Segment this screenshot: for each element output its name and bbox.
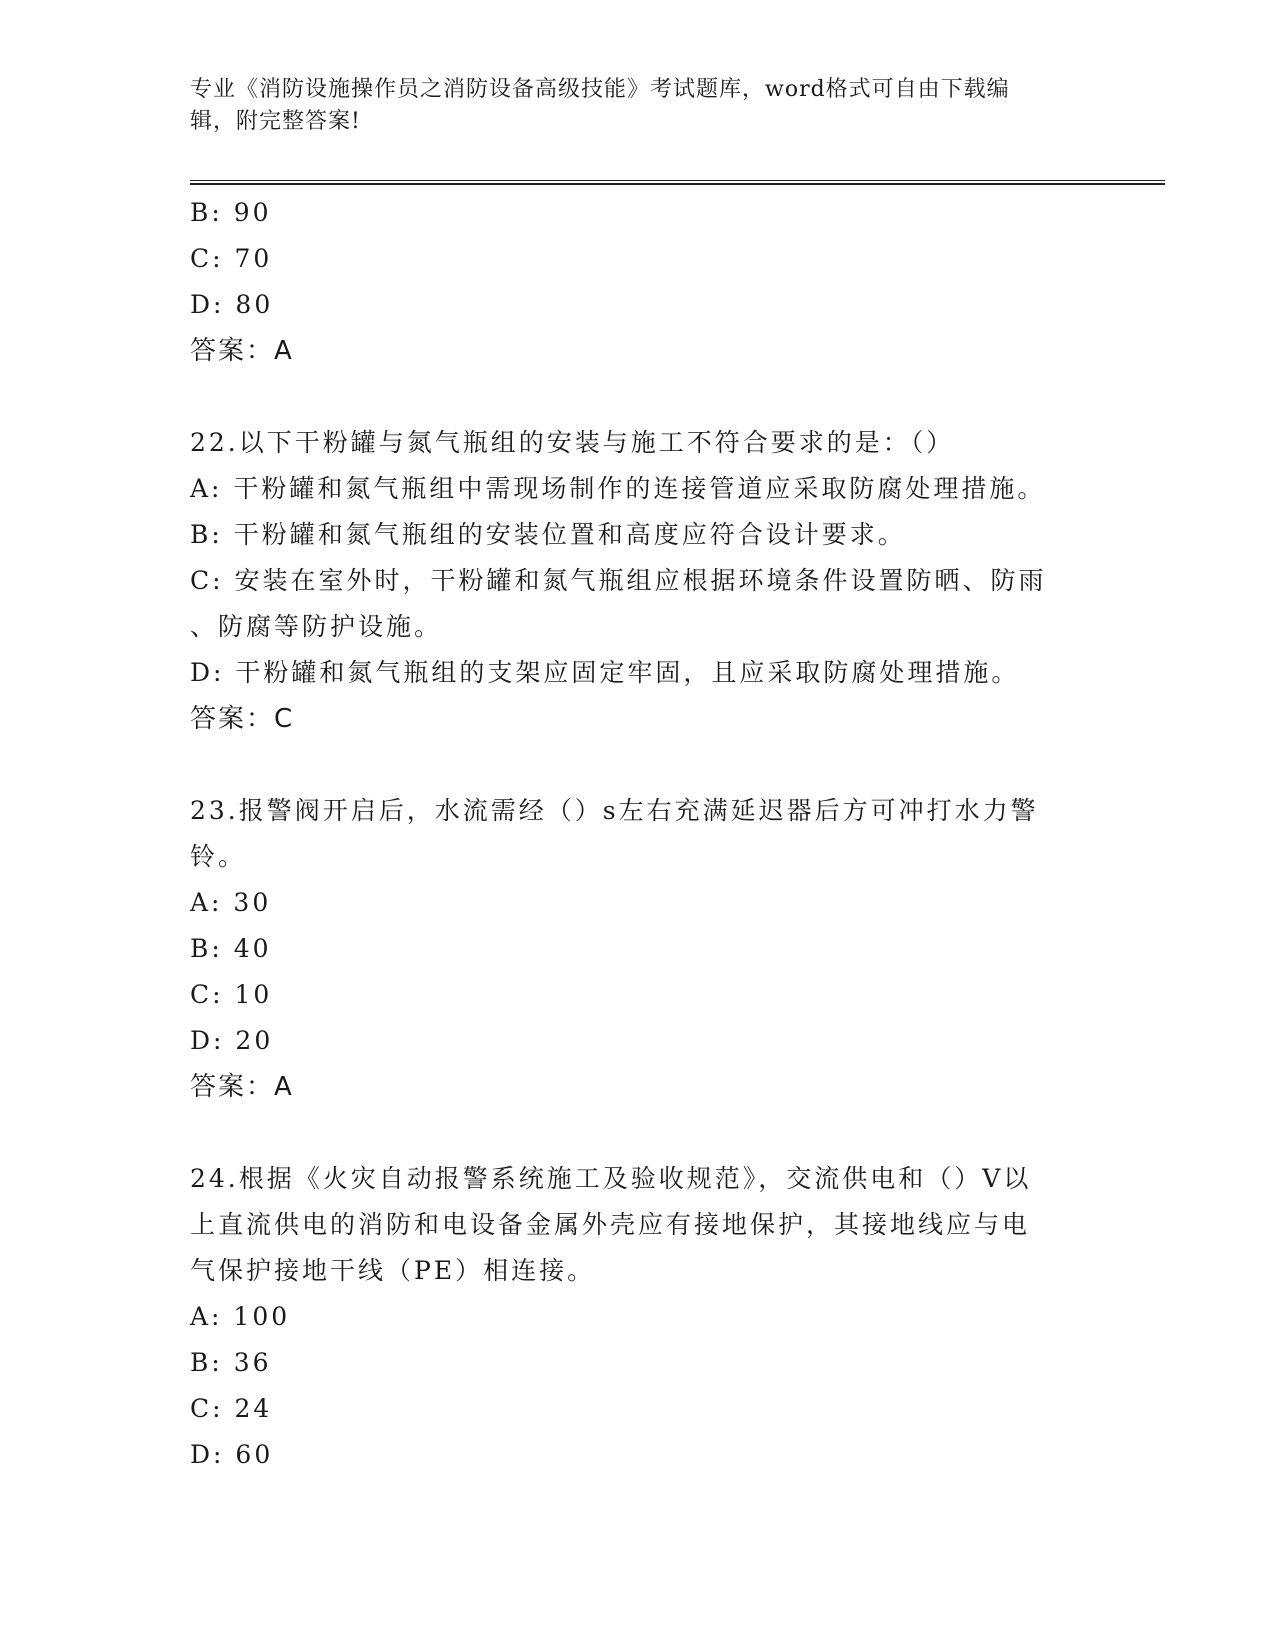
option-c: C: 24: [190, 1394, 273, 1423]
option-c-continued: 、防腐等防护设施。: [190, 612, 443, 641]
option-c: C: 安装在室外时，干粉罐和氮气瓶组应根据环境条件设置防晒、防雨: [190, 566, 1047, 595]
option-c: C: 70: [190, 244, 273, 273]
question-stem: 24.根据《火灾自动报警系统施工及验收规范》，交流供电和（）V以: [190, 1164, 1032, 1193]
question-stem: 22.以下干粉罐与氮气瓶组的安装与施工不符合要求的是：（）: [190, 428, 955, 457]
option-b: B: 干粉罐和氮气瓶组的安装位置和高度应符合设计要求。: [190, 520, 906, 549]
option-d: D: 80: [190, 290, 274, 319]
option-d: D: 20: [190, 1026, 274, 1055]
option-b: B: 36: [190, 1348, 272, 1377]
answer: 答案：A: [190, 1072, 294, 1102]
option-a: A: 30: [190, 888, 272, 917]
page-header: [190, 74, 1090, 138]
option-d: D: 60: [190, 1440, 274, 1469]
spacer: [190, 374, 1090, 420]
option-a: A: 100: [190, 1302, 291, 1331]
header-divider: [190, 180, 1165, 185]
question-stem-continued: 气保护接地干线（PE）相连接。: [190, 1256, 596, 1285]
question-stem: 23.报警阀开启后，水流需经（）s左右充满延迟器后方可冲打水力警: [190, 796, 1039, 825]
question-list: [190, 190, 1090, 1478]
header-line-2: 辑，附完整答案!: [190, 109, 361, 134]
option-b: B: 90: [190, 198, 272, 227]
header-line-1: 专业《消防设施操作员之消防设备高级技能》考试题库，word格式可自由下载编: [190, 77, 1010, 102]
option-c: C: 10: [190, 980, 273, 1009]
question-22: [190, 420, 1090, 742]
question-stem-continued: 上直流供电的消防和电设备金属外壳应有接地保护，其接地线应与电: [190, 1210, 1031, 1239]
question-23: [190, 788, 1090, 1110]
answer: 答案：A: [190, 336, 294, 366]
question-21-tail: [190, 190, 1090, 374]
question-24: [190, 1156, 1090, 1478]
option-d: D: 干粉罐和氮气瓶组的支架应固定牢固，且应采取防腐处理措施。: [190, 658, 1020, 687]
option-b: B: 40: [190, 934, 272, 963]
spacer: [190, 1110, 1090, 1156]
question-stem-continued: 铃。: [190, 842, 247, 871]
spacer: [190, 742, 1090, 788]
option-a: A: 干粉罐和氮气瓶组中需现场制作的连接管道应采取防腐处理措施。: [190, 474, 1046, 503]
answer: 答案：C: [190, 704, 295, 734]
